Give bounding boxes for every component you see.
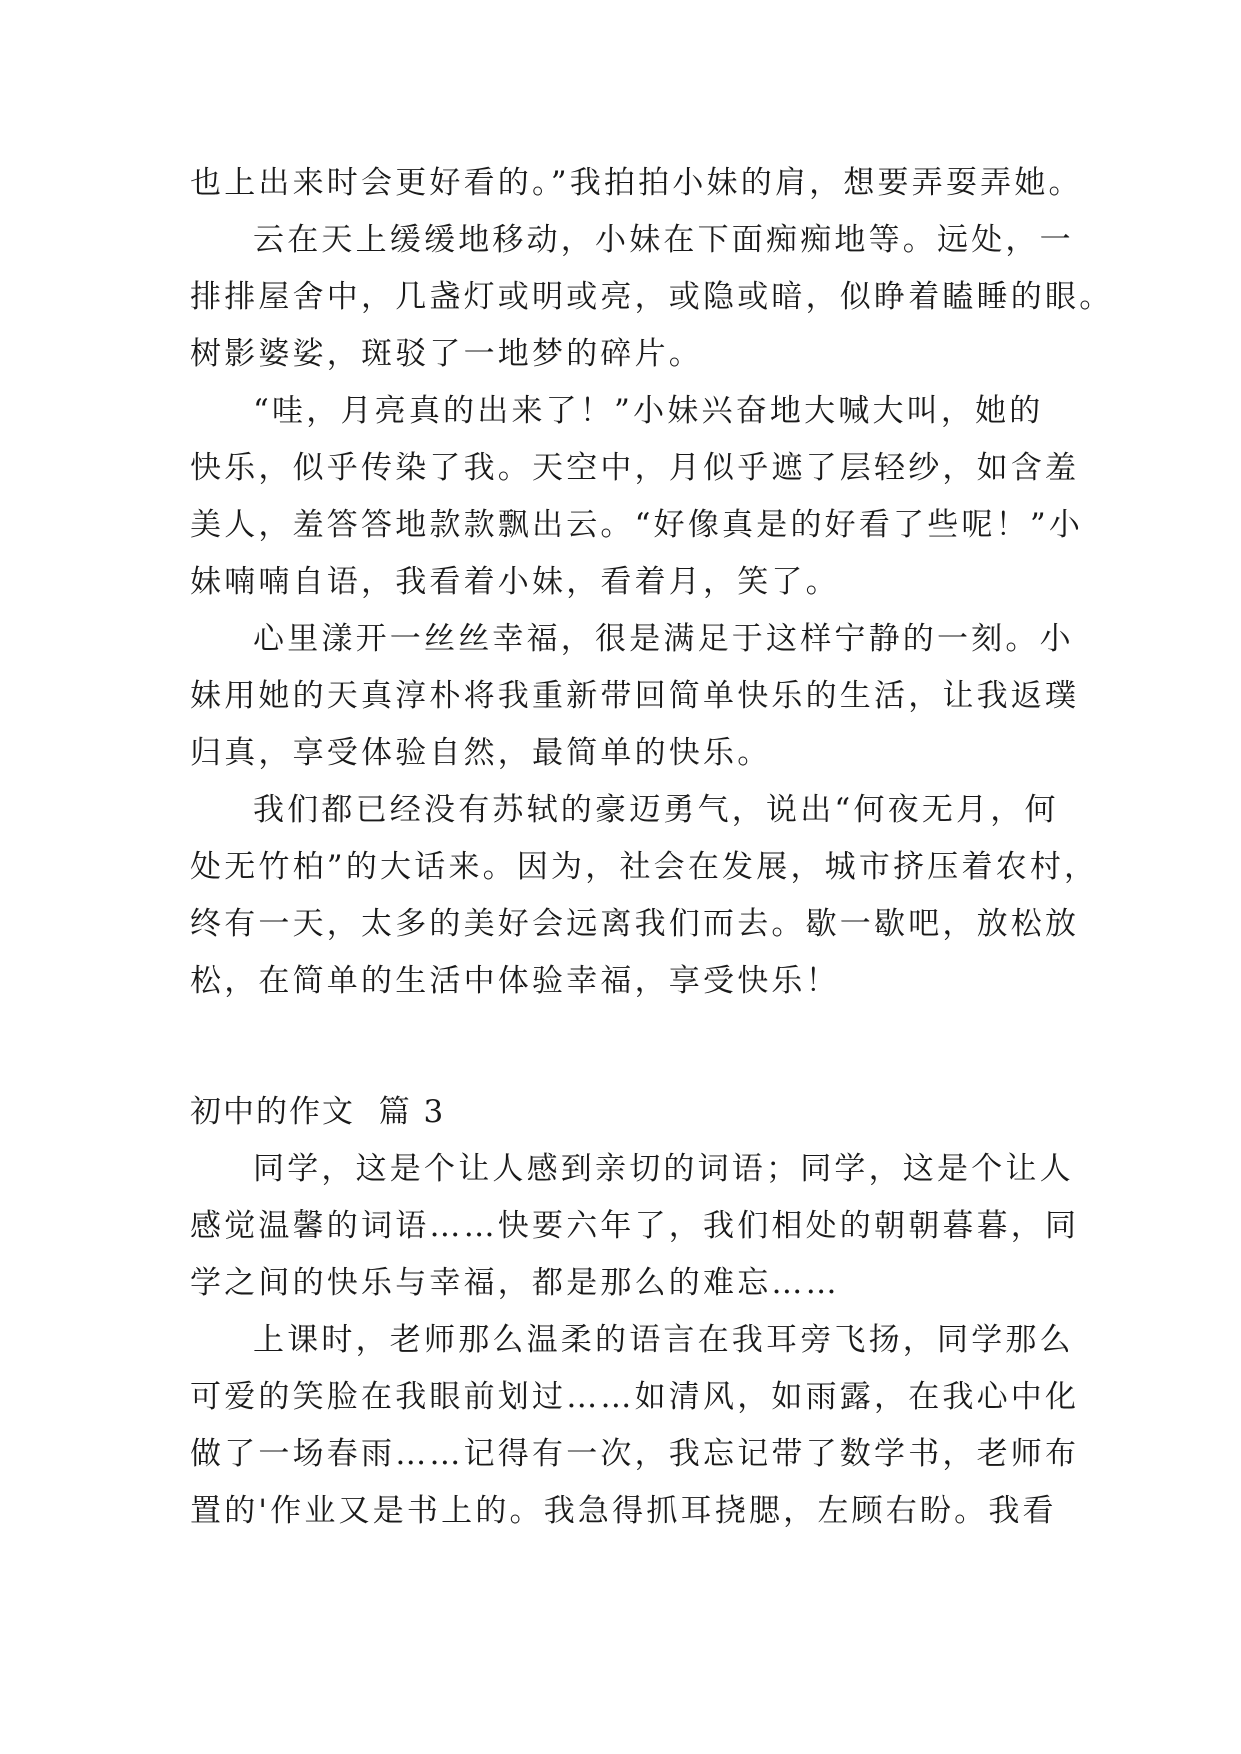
text-line: 感觉温馨的词语……快要六年了，我们相处的朝朝暮暮，同 xyxy=(190,1208,1080,1244)
text-line: 心里漾开一丝丝幸福，很是满足于这样宁静的一刻。小 xyxy=(253,621,1074,657)
text-line: 我们都已经没有苏轼的豪迈勇气，说出“何夜无月，何 xyxy=(253,792,1059,828)
text-line: 终有一天，太多的美好会远离我们而去。歇一歇吧，放松放 xyxy=(190,906,1080,942)
text-line: 树影婆娑，斑驳了一地梦的碎片。 xyxy=(190,336,703,372)
text-line: 归真，享受体验自然，最简单的快乐。 xyxy=(190,735,772,771)
text-line: 做了一场春雨……记得有一次，我忘记带了数学书，老师布 xyxy=(190,1436,1080,1472)
text-line: 也上出来时会更好看的。”我拍拍小妹的肩，想要弄耍弄她。 xyxy=(190,165,1083,201)
text-line: 妹喃喃自语，我看着小妹，看着月，笑了。 xyxy=(190,564,840,600)
text-line: 上课时，老师那么温柔的语言在我耳旁飞扬，同学那么 xyxy=(253,1322,1074,1358)
text-line: 可爱的笑脸在我眼前划过……如清风，如雨露，在我心中化 xyxy=(190,1379,1080,1415)
text-line: 学之间的快乐与幸福，都是那么的难忘…… xyxy=(190,1265,840,1301)
text-line: “哇，月亮真的出来了！”小妹兴奋地大喊大叫，她的 xyxy=(253,393,1044,429)
text-line: 排排屋舍中，几盏灯或明或亮，或隐或暗，似睁着瞌睡的眼。 xyxy=(190,279,1114,315)
text-line: 同学，这是个让人感到亲切的词语；同学，这是个让人 xyxy=(253,1151,1074,1187)
text-line: 处无竹柏”的大话来。因为，社会在发展，城市挤压着农村， xyxy=(190,849,1099,885)
text-line: 美人，羞答答地款款飘出云。“好像真是的好看了些呢！”小 xyxy=(190,507,1084,543)
text-line: 云在天上缓缓地移动，小妹在下面痴痴地等。远处，一 xyxy=(253,222,1074,258)
section-heading: 初中的作文 篇 3 xyxy=(190,1094,446,1130)
text-line: 快乐，似乎传染了我。天空中，月似乎遮了层轻纱，如含羞 xyxy=(190,450,1080,486)
text-line: 松，在简单的生活中体验幸福，享受快乐！ xyxy=(190,963,840,999)
text-line: 妹用她的天真淳朴将我重新带回简单快乐的生活，让我返璞 xyxy=(190,678,1080,714)
text-line: 置的'作业又是书上的。我急得抓耳挠腮，左顾右盼。我看 xyxy=(190,1493,1057,1529)
